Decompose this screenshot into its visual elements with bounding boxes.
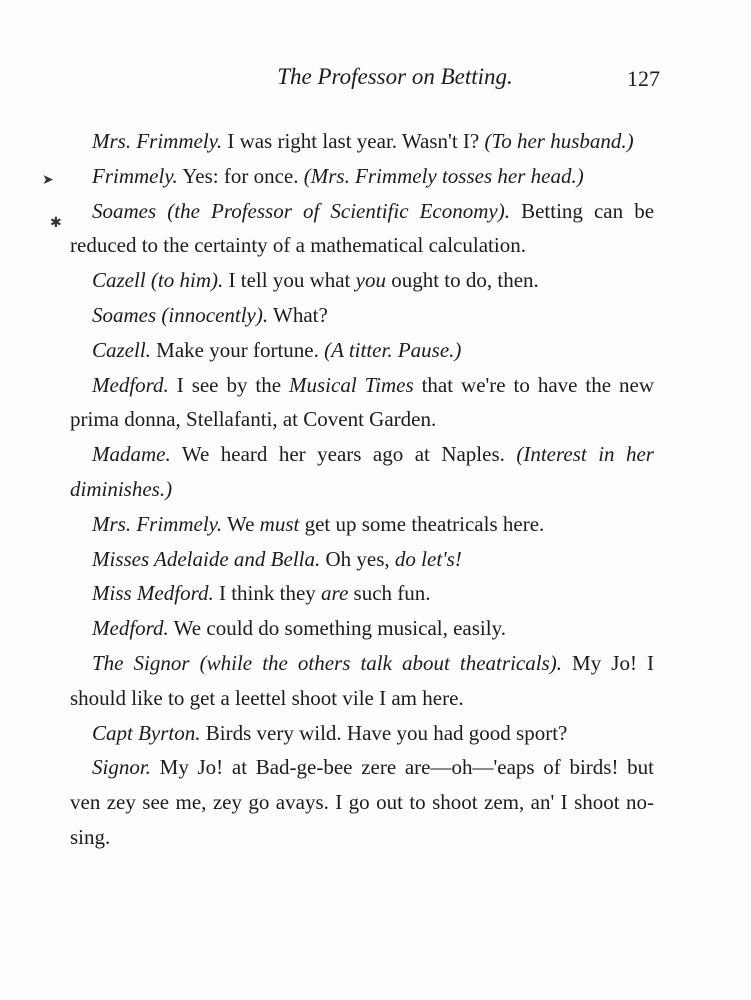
speech-text: Yes: for once. xyxy=(182,163,299,188)
speaker-name: Misses Adelaide and Bella. xyxy=(92,546,321,571)
stage-direction: (Mrs. Frimmely tosses her head.) xyxy=(303,163,584,188)
speaker-name: Madame. xyxy=(92,442,171,467)
speech-text: What? xyxy=(273,302,328,327)
speech-text: We could do something musical, easily. xyxy=(173,616,506,641)
stage-direction: (A titter. Pause.) xyxy=(324,337,462,362)
dialogue-paragraph xyxy=(70,368,654,438)
stage-direction: (the Professor of Scientific Economy). xyxy=(167,198,510,223)
dialogue-paragraph xyxy=(70,576,654,611)
speaker-name: Medford. xyxy=(92,372,169,397)
stage-direction: (to him). xyxy=(150,268,224,293)
speech-text: Birds very wild. Have you had good sport? xyxy=(205,720,568,745)
speaker-name: Mrs. Frimmely. xyxy=(92,511,223,536)
page-number: 127 xyxy=(627,66,660,91)
speech-text: ought to do, then. xyxy=(391,268,539,293)
speech-text: My Jo! I should like to get a leettel shoot vile I am here. xyxy=(70,650,654,710)
emphasis-text: must xyxy=(259,511,300,536)
dialogue-paragraph xyxy=(70,750,654,854)
stage-direction: (Interest in her diminishes.) xyxy=(70,442,654,501)
dialogue-paragraph xyxy=(70,194,654,264)
speaker-name: Cazell. xyxy=(92,337,151,362)
dialogue-paragraph xyxy=(70,333,654,368)
page-header xyxy=(70,64,660,104)
speaker-name: Signor. xyxy=(92,755,151,780)
emphasis-text: do let's! xyxy=(394,546,462,571)
speech-text: get up some theatricals here. xyxy=(304,511,545,536)
dialogue-paragraph xyxy=(70,437,654,507)
stage-direction: (while the others talk about theatricals). xyxy=(199,650,562,675)
speech-text: My Jo! at Bad-ge-bee zere are—oh—'eaps of birds! but ven zey see me, zey go avays. I go out to shoot zem, an' I shoot no-sing. xyxy=(70,755,655,849)
speaker-name: Mrs. Frimmely. xyxy=(92,129,223,153)
speech-text: I think they xyxy=(218,581,316,606)
dialogue-paragraph xyxy=(70,716,654,751)
dialogue-paragraph xyxy=(70,646,654,716)
dialogue-paragraph xyxy=(70,263,654,298)
speaker-name: Capt Byrton. xyxy=(92,720,201,745)
speaker-name: Cazell xyxy=(92,268,146,293)
speaker-name: Soames xyxy=(92,198,157,223)
speaker-name: Soames xyxy=(92,302,157,327)
running-title: The Professor on Betting. xyxy=(277,64,513,89)
speaker-name: Frimmely. xyxy=(92,163,178,188)
dialogue-paragraph xyxy=(70,298,654,333)
speech-text: Oh yes, xyxy=(325,546,390,571)
dialogue-paragraph xyxy=(70,611,654,646)
dialogue-paragraph xyxy=(70,542,654,577)
speech-text: We xyxy=(226,511,255,536)
speech-text: Betting can be reduced to the certainty of a mathematical calculation. xyxy=(70,198,655,258)
dialogue-paragraph xyxy=(70,507,654,542)
dialogue-paragraph xyxy=(70,124,654,159)
speech-text: I was right last year. Wasn't I? xyxy=(227,129,480,153)
stage-direction: (To her husband.) xyxy=(484,129,634,153)
margin-mark: ➤ xyxy=(42,172,54,188)
speech-text: We heard her years ago at Naples. xyxy=(181,442,505,467)
emphasis-text: are xyxy=(321,581,349,606)
speaker-name: Medford. xyxy=(92,616,169,641)
speech-text: Make your fortune. xyxy=(156,337,319,362)
speech-text: that we're to have the new prima donna, Stellafanti, at Covent Garden. xyxy=(70,372,655,432)
speech-text: I tell you what xyxy=(228,268,351,293)
emphasis-text: you xyxy=(355,268,386,293)
dialogue-text xyxy=(70,124,654,855)
dialogue-paragraph xyxy=(70,159,654,194)
speaker-name: Miss Medford. xyxy=(92,581,214,606)
speaker-name: The Signor xyxy=(92,650,190,675)
stage-direction: (innocently). xyxy=(161,302,269,327)
margin-mark: ✱ xyxy=(50,215,62,231)
emphasis-text: Musical Times xyxy=(289,372,414,397)
speech-text: such fun. xyxy=(353,581,431,606)
speech-text: I see by the xyxy=(176,372,282,397)
